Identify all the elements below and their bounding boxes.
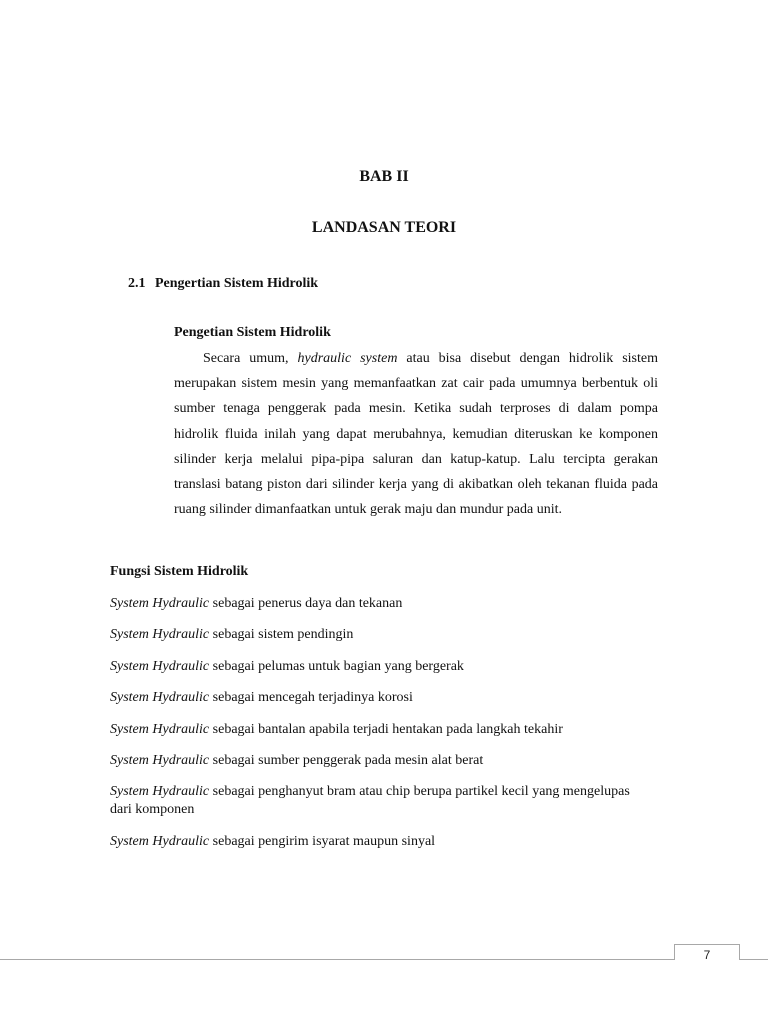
list-item — [110, 626, 630, 644]
list-item-text: sebagai sumber penggerak pada mesin alat berat — [209, 752, 484, 768]
chapter-number-text: BAB II — [359, 168, 409, 185]
list-item — [110, 752, 630, 770]
list-item-term: System Hydraulic — [110, 833, 210, 849]
list-item-term: System Hydraulic — [110, 784, 210, 800]
fungsi-heading: Fungsi Sistem Hidrolik — [110, 564, 249, 579]
list-item-text: sebagai sistem pendingin — [209, 627, 354, 643]
body-paragraph — [174, 346, 658, 522]
list-item-text: sebagai bantalan apabila terjadi hentakan pada langkah tekahir — [209, 721, 563, 737]
list-item-text: sebagai penerus daya dan tekanan — [209, 596, 403, 611]
chapter-number — [0, 168, 768, 186]
paragraph-intro: Secara umum, — [203, 351, 298, 366]
list-item-term: System Hydraulic — [110, 596, 210, 611]
list-item — [110, 595, 630, 613]
list-item — [110, 783, 630, 819]
list-item-term: System Hydraulic — [110, 690, 210, 706]
list-item-text: sebagai pengirim isyarat maupun sinyal — [209, 833, 436, 849]
list-item-text: sebagai pelumas untuk bagian yang bergerak — [209, 658, 464, 674]
paragraph-body: atau bisa disebut dengan hidrolik sistem merupakan sistem mesin yang memanfaatkan zat cair pada umumnya berbentuk oli sumber tenaga penggerak pada mesin. Ketika sudah terproses di dalam pompa hidrolik fluida inilah yang dapat merubahnya, kemudian diteruskan ke komponen silinder kerja melalui pipa-pipa saluran dan katup-katup. Lalu tercipta gerakan translasi batang piston dari silinder kerja yang di akibatkan oleh tekanan fluida pada ruang silinder dimanfaatkan untuk gerak maju dan mundur pada unit. — [174, 351, 658, 518]
section-number: 2.1 — [128, 276, 146, 291]
subsection-heading: Pengetian Sistem Hidrolik — [174, 325, 331, 340]
page-number: 7 — [674, 944, 740, 960]
list-item-text: sebagai mencegah terjadinya korosi — [209, 690, 413, 706]
list-item-text: sebagai penghanyut bram atau chip berupa partikel kecil yang mengelupas dari komponen — [110, 784, 630, 818]
list-item — [110, 689, 630, 707]
list-item-term: System Hydraulic — [110, 752, 210, 768]
chapter-title-text: LANDASAN TEORI — [311, 219, 457, 236]
footer-divider — [0, 959, 768, 960]
list-item-term: System Hydraulic — [110, 721, 210, 737]
list-item — [110, 721, 630, 739]
section-heading — [128, 276, 318, 292]
list-item-term: System Hydraulic — [110, 627, 210, 643]
fungsi-list — [110, 595, 630, 864]
list-item — [110, 658, 630, 676]
list-item — [110, 833, 630, 851]
section-title: Pengertian Sistem Hidrolik — [155, 276, 319, 291]
paragraph-italic-term: hydraulic system — [297, 351, 398, 366]
list-item-term: System Hydraulic — [110, 658, 210, 674]
chapter-title — [0, 219, 768, 237]
